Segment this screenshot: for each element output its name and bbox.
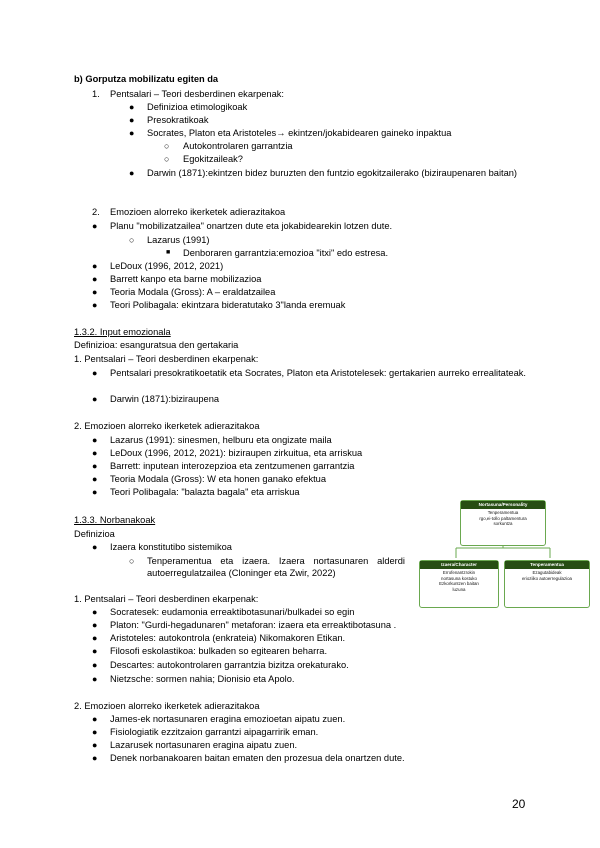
bullet-icon: ● bbox=[92, 461, 98, 471]
bullet-icon: ● bbox=[92, 542, 98, 552]
list-item: Platon: "Gurdi-hegadunaren" metaforan: izaera eta erreaktibotasuna . bbox=[110, 620, 397, 630]
numbered-item-1-marker: 1. bbox=[92, 89, 100, 99]
bullet-icon: ● bbox=[92, 368, 98, 378]
diagram-node-title: Izaera/Character bbox=[420, 561, 498, 569]
bullet-icon: ● bbox=[92, 674, 98, 684]
diagram-node-character bbox=[419, 560, 499, 608]
list-item: Pentsalari presokratikoetatik eta Socrates, Platon eta Aristotelesek: gertakarien aurreko errealitateak. bbox=[110, 368, 526, 378]
list-item: Filosofi eskolastikoa: bulkaden so egitearen beharra. bbox=[110, 646, 328, 656]
bullet-icon: ● bbox=[92, 474, 98, 484]
list-item: Aristoteles: autokontrola (enkrateia) Nikomakoren Etikan. bbox=[110, 633, 346, 643]
list-item: Socratesek: eudamonia erreaktibotasunari/bulkadei so egin bbox=[110, 607, 355, 617]
section-132-pentsalari: 1. Pentsalari – Teori desberdinen ekarpenak: bbox=[74, 354, 259, 364]
diagram-node-body: Ezagutabideak erioziiko autoerregulazioa bbox=[521, 570, 573, 581]
section-132-ikerketak: 2. Emozioen alorreko ikerketek adierazitakoa bbox=[74, 421, 260, 431]
page-number: 20 bbox=[512, 797, 526, 811]
diagram-node-body: Tenperamentua rgo,ei-tollo paltamentura sorkuntza bbox=[479, 510, 527, 527]
list-item: Socrates, Platon eta Aristoteles→ ekintzen/jokabidearen gaineko inpaktua bbox=[147, 128, 452, 138]
bullet-icon: ● bbox=[92, 753, 98, 763]
circle-bullet-icon: ○ bbox=[164, 141, 170, 151]
circle-bullet-icon: ○ bbox=[164, 154, 170, 164]
list-item: Definizioa etimologikoak bbox=[147, 102, 248, 112]
diagram-node-temperament bbox=[504, 560, 590, 608]
section-b-pentsalari: Pentsalari – Teori desberdinen ekarpenak: bbox=[110, 89, 284, 99]
list-item: Izaera konstitutibo sistemikoa bbox=[110, 542, 232, 552]
circle-bullet-icon: ○ bbox=[129, 235, 135, 245]
list-item: Lazarusek nortasunaren eragina aipatu zuen. bbox=[110, 740, 298, 750]
bullet-icon: ● bbox=[92, 620, 98, 630]
list-item: Presokratikoak bbox=[147, 115, 209, 125]
list-item: Lazarus (1991): sinesmen, helburu eta ongizate maila bbox=[110, 435, 332, 445]
section-132-definition: Definizioa: esanguratsua den gertakaria bbox=[74, 340, 239, 350]
list-item: Autokontrolaren garrantzia bbox=[183, 141, 293, 151]
bullet-icon: ● bbox=[92, 727, 98, 737]
list-item: Planu "mobilizatzailea" onartzen dute eta jokabidearekin lotzen dute. bbox=[110, 221, 393, 231]
list-item: Teori Polibagala: "balazta bagala" eta arriskua bbox=[110, 487, 300, 497]
bullet-icon: ● bbox=[92, 221, 98, 231]
bullet-icon: ● bbox=[92, 274, 98, 284]
bullet-icon: ● bbox=[92, 633, 98, 643]
list-item: LeDoux (1996, 2012, 2021) bbox=[110, 261, 224, 271]
bullet-icon: ● bbox=[92, 740, 98, 750]
section-b-heading: b) Gorputza mobilizatu egiten da bbox=[74, 74, 219, 84]
section-133-heading: 1.3.3. Norbanakoak bbox=[74, 515, 156, 525]
bullet-icon: ● bbox=[129, 102, 135, 112]
bullet-icon: ● bbox=[129, 115, 135, 125]
section-132-heading: 1.3.2. Input emozionala bbox=[74, 327, 171, 337]
bullet-icon: ● bbox=[92, 300, 98, 310]
diagram-node-personality bbox=[460, 500, 546, 546]
circle-bullet-icon: ○ bbox=[129, 556, 135, 566]
list-item: Tenperamentua eta izaera. Izaera nortasunaren alderdi autoerregulatzailea (Cloninger eta Zwir, 2022) bbox=[147, 556, 405, 578]
bullet-icon: ● bbox=[92, 714, 98, 724]
list-item: Teoria Modala (Gross): W eta honen ganako efektua bbox=[110, 474, 327, 484]
section-b-ikerketak: Emozioen alorreko ikerketek adierazitakoa bbox=[110, 207, 286, 217]
list-item: Descartes: autokontrolaren garrantzia bizitza orekaturako. bbox=[110, 660, 349, 670]
list-item: Fisiologiatik ezzitzaion garrantzi aipagarririk eman. bbox=[110, 727, 319, 737]
section-133-ikerketak: 2. Emozioen alorreko ikerketek adierazitakoa bbox=[74, 701, 260, 711]
list-item: LeDoux (1996, 2012, 2021): biziraupen zirkuitua, eta arriskua bbox=[110, 448, 363, 458]
bullet-icon: ● bbox=[92, 487, 98, 497]
bullet-icon: ● bbox=[129, 168, 135, 178]
diagram-node-body: Errofenantzrokin nortasuna kostuko Ezkorkuntzen baitan luzuna bbox=[439, 570, 479, 592]
bullet-icon: ● bbox=[129, 128, 135, 138]
bullet-icon: ● bbox=[92, 261, 98, 271]
square-bullet-icon: ■ bbox=[166, 249, 171, 256]
section-133-definition: Definizioa bbox=[74, 529, 115, 539]
list-item: Denek norbanakoaren baitan ematen den prozesua dela onartzen dute. bbox=[110, 753, 405, 763]
list-item: Denboraren garrantzia:emozioa "itxi" edo estresa. bbox=[183, 248, 389, 258]
diagram-node-title: Tenperamentua bbox=[505, 561, 589, 569]
bullet-icon: ● bbox=[92, 435, 98, 445]
list-item: Barrett kanpo eta barne mobilizazioa bbox=[110, 274, 262, 284]
list-item: Darwin (1871):biziraupena bbox=[110, 394, 220, 404]
list-item: Darwin (1871):ekintzen bidez buruzten den funtzio egokitzailerako (biziraupenaren baitan) bbox=[147, 168, 518, 178]
list-item: Nietzsche: sormen nahia; Dionisio eta Apolo. bbox=[110, 674, 295, 684]
bullet-icon: ● bbox=[92, 660, 98, 670]
list-item: Teori Polibagala: ekintzara bideratutako 3"landa eremuak bbox=[110, 300, 346, 310]
bullet-icon: ● bbox=[92, 448, 98, 458]
bullet-icon: ● bbox=[92, 394, 98, 404]
list-item: James-ek nortasunaren eragina emozioetan aipatu zuen. bbox=[110, 714, 346, 724]
bullet-icon: ● bbox=[92, 287, 98, 297]
list-item: Teoria Modala (Gross): A – eraldatzailea bbox=[110, 287, 276, 297]
section-133-pentsalari: 1. Pentsalari – Teori desberdinen ekarpenak: bbox=[74, 594, 259, 604]
bullet-icon: ● bbox=[92, 607, 98, 617]
list-item: Lazarus (1991) bbox=[147, 235, 210, 245]
list-item: Barrett: inputean interozepzioa eta zentzumenen garrantzia bbox=[110, 461, 355, 471]
list-item: Egokitzaileak? bbox=[183, 154, 243, 164]
bullet-icon: ● bbox=[92, 646, 98, 656]
numbered-item-2-marker: 2. bbox=[92, 207, 100, 217]
diagram-node-title: Nortasuna/Personality bbox=[461, 501, 545, 509]
